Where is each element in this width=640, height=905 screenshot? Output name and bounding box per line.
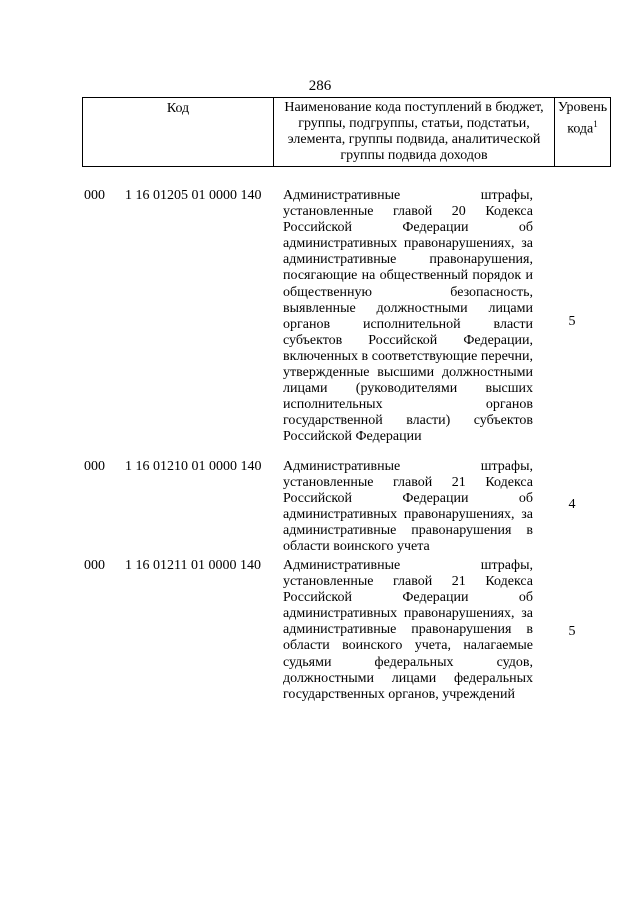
row-description: Административные штрафы, установленные главой 21 Кодекса Российской Федерации об административных правонарушениях, за административные правонарушения в области воинского учета, налагаемые судьями федеральных судов, должностными лицами федеральных государственных органов, учреждений: [283, 558, 533, 702]
row-prefix: 000: [84, 188, 105, 203]
header-name-label: Наименование кода поступлений в бюджет, группы, подгруппы, статьи, подстатьи, элемента, группы подвида, аналитической группы подвида доходов: [284, 100, 544, 163]
page-number: 286: [308, 78, 332, 94]
row-code: 1 16 01210 01 0000 140: [125, 459, 262, 474]
row-level: 4: [568, 497, 576, 512]
header-code: [83, 98, 274, 167]
row-description: Административные штрафы, установленные главой 20 Кодекса Российской Федерации об административных правонарушениях, за административные правонарушения, посягающие на общественный порядок и общественную безопасность, выявленные должностными лицами органов исполнительной власти субъектов Российской Федерации, включенных в соответствующие перечни, утвержденные высшими должностными лицами (руководителями высших исполнительных органов государственной власти) субъектов Российской Федерации: [283, 188, 533, 445]
header-level: [555, 98, 611, 167]
header-code-label: Код: [166, 101, 190, 116]
row-code: 1 16 01205 01 0000 140: [125, 188, 262, 203]
row-prefix: 000: [84, 459, 105, 474]
table-header: [82, 97, 611, 167]
row-description: Административные штрафы, установленные главой 21 Кодекса Российской Федерации об административных правонарушениях, за административные правонарушения в области воинского учета: [283, 459, 533, 555]
row-code: 1 16 01211 01 0000 140: [125, 558, 261, 573]
row-level: 5: [568, 314, 576, 329]
header-level-footnote: 1: [593, 119, 598, 129]
row-prefix: 000: [84, 558, 105, 573]
header-name: [274, 98, 555, 167]
header-level-label: Уровень кода: [557, 100, 608, 137]
row-level: 5: [568, 624, 576, 639]
